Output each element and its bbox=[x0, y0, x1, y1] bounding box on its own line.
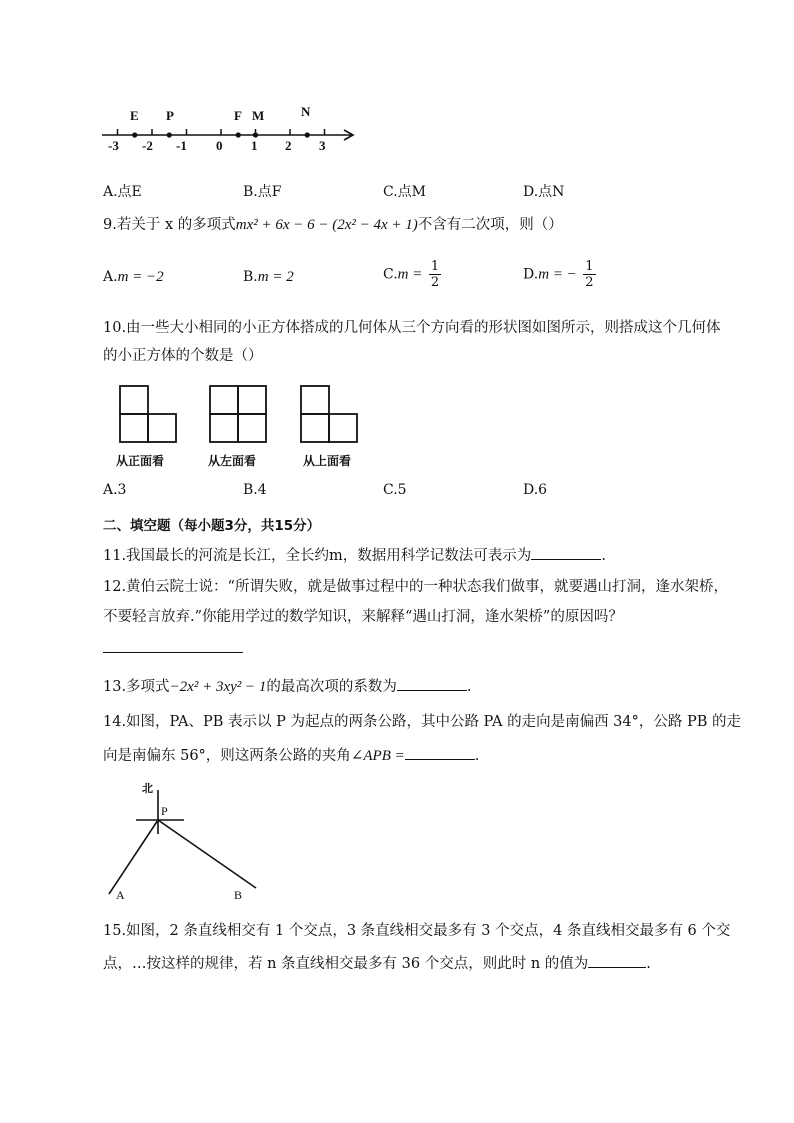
q11-end: . bbox=[601, 548, 606, 564]
point-label-f: F bbox=[234, 108, 242, 123]
left-view-shape bbox=[210, 386, 266, 442]
fraction-numerator: 1 bbox=[585, 259, 594, 274]
q9-prefix: 9.若关于 x 的多项式 bbox=[103, 217, 236, 233]
top-view-shape bbox=[301, 386, 357, 442]
tick-label: -1 bbox=[176, 138, 187, 153]
q15-line2-text: 点，…按这样的规律，若 n 条直线相交最多有 36 个交点，则此时 n 的值为 bbox=[103, 956, 589, 972]
q9-option-b-expr: m = 2 bbox=[257, 269, 294, 285]
q8-option-b[interactable]: B.点F bbox=[243, 184, 282, 200]
q9-option-b[interactable] bbox=[243, 269, 294, 286]
north-label: 北 bbox=[142, 782, 153, 795]
q13-expression: −2x² + 3xy² − 1 bbox=[169, 679, 267, 695]
q14-line2-prefix: 向是南偏东 56°，则这两条公路的夹角 bbox=[103, 748, 351, 764]
front-view-shape bbox=[120, 386, 176, 442]
road-pa bbox=[109, 820, 158, 894]
q9-option-c-expr: m = bbox=[397, 266, 423, 283]
q13-suffix: 的最高次项的系数为 bbox=[266, 679, 397, 695]
view-label-front: 从正面看 bbox=[116, 454, 165, 468]
q10-option-a[interactable]: A.3 bbox=[103, 482, 127, 498]
q14-end: . bbox=[474, 748, 480, 764]
q9-option-c-fraction bbox=[429, 259, 441, 290]
number-line-point-labels bbox=[100, 104, 362, 126]
point-p bbox=[167, 132, 172, 137]
q10-line2: 的小正方体的个数是（） bbox=[103, 348, 263, 364]
tick-label: 3 bbox=[319, 138, 326, 153]
q9-option-d-expr: m = − bbox=[538, 266, 577, 283]
road-pb bbox=[158, 820, 256, 888]
q10-option-c[interactable]: C.5 bbox=[383, 482, 407, 498]
point-label-n: N bbox=[301, 104, 311, 119]
q15-line2 bbox=[103, 953, 651, 974]
point-m bbox=[253, 132, 258, 137]
q9-option-d-label: D. bbox=[523, 266, 539, 283]
q9-option-a[interactable] bbox=[103, 269, 164, 286]
q14-angle-expression: ∠APB = bbox=[350, 748, 405, 764]
q9-option-c-label: C. bbox=[383, 266, 398, 283]
q12-line1: 12.黄伯云院士说：“所谓失败，就是做事过程中的一种状态我们做事，就要遇山打洞，逢水架桥， bbox=[103, 579, 728, 595]
point-e bbox=[132, 132, 137, 137]
q9-suffix: 不含有二次项，则（） bbox=[417, 217, 563, 233]
q13-end: . bbox=[466, 679, 472, 695]
q15-answer-blank[interactable] bbox=[588, 953, 646, 968]
fraction-denominator: 2 bbox=[430, 275, 440, 290]
tick-label: 2 bbox=[285, 138, 292, 153]
q12-answer-blank[interactable] bbox=[103, 652, 243, 653]
q11-answer-blank[interactable] bbox=[531, 545, 601, 560]
view-label-left: 从左面看 bbox=[208, 454, 257, 468]
q9-option-d-fraction bbox=[583, 259, 595, 290]
tick-label: -3 bbox=[108, 138, 119, 153]
q10-line1: 10.由一些大小相同的小正方体搭成的几何体从三个方向看的形状图如图所示，则搭成这个几何体 bbox=[103, 320, 721, 336]
q15-line1: 15.如图，2 条直线相交有 1 个交点，3 条直线相交最多有 3 个交点，4 条直线相交最多有 6 个交 bbox=[103, 923, 731, 939]
q8-option-c[interactable]: C.点M bbox=[383, 184, 426, 200]
q14-direction-diagram bbox=[100, 776, 270, 906]
view-label-top: 从上面看 bbox=[303, 454, 352, 468]
number-line-tick-labels bbox=[100, 138, 362, 156]
q14-line1: 14.如图，PA、PB 表示以 P 为起点的两条公路，其中公路 PA 的走向是南偏西 34°，公路 PB 的走 bbox=[103, 714, 742, 730]
q8-option-a[interactable]: A.点E bbox=[103, 184, 142, 200]
q12-line2: 不要轻言放弃.”你能用学过的数学知识，来解释“遇山打洞，逢水架桥”的原因吗？ bbox=[103, 609, 623, 625]
q11-question bbox=[103, 545, 606, 566]
tick-label: 0 bbox=[216, 138, 223, 153]
q9-option-a-label: A. bbox=[103, 269, 118, 285]
q9-option-c[interactable] bbox=[383, 259, 441, 290]
q11-text: 11.我国最长的河流是长江，全长约m，数据用科学记数法可表示为 bbox=[103, 548, 532, 564]
fraction-denominator: 2 bbox=[585, 275, 594, 290]
tick-label: -2 bbox=[142, 138, 153, 153]
q9-option-b-label: B. bbox=[243, 269, 258, 285]
point-label-p: P bbox=[166, 108, 174, 123]
q10-option-d[interactable]: D.6 bbox=[523, 482, 548, 498]
q13-question bbox=[103, 676, 472, 697]
fraction-numerator: 1 bbox=[430, 259, 440, 274]
q14-answer-blank[interactable] bbox=[405, 745, 475, 760]
q14-diagram-svg bbox=[100, 776, 270, 906]
q10-option-b[interactable]: B.4 bbox=[243, 482, 267, 498]
q9-option-d[interactable] bbox=[523, 259, 596, 290]
point-label-e: E bbox=[130, 108, 139, 123]
point-p-label: P bbox=[161, 804, 168, 818]
q9-expression: mx² + 6x − 6 − (2x² − 4x + 1) bbox=[235, 217, 418, 233]
point-n bbox=[305, 132, 310, 137]
point-b-label: B bbox=[234, 888, 243, 902]
q9-question bbox=[103, 215, 563, 235]
q14-line2 bbox=[103, 745, 479, 766]
tick-label: 1 bbox=[251, 138, 258, 153]
point-f bbox=[236, 132, 241, 137]
q13-answer-blank[interactable] bbox=[397, 676, 467, 691]
q15-end: . bbox=[646, 956, 651, 972]
q9-option-a-expr: m = −2 bbox=[117, 269, 164, 285]
section-title: 二、填空题（每小题3分，共15分） bbox=[103, 518, 321, 534]
point-a-label: A bbox=[116, 888, 125, 902]
q13-prefix: 13.多项式 bbox=[103, 679, 170, 695]
q8-option-d[interactable]: D.点N bbox=[523, 184, 565, 200]
point-label-m: M bbox=[252, 108, 265, 123]
